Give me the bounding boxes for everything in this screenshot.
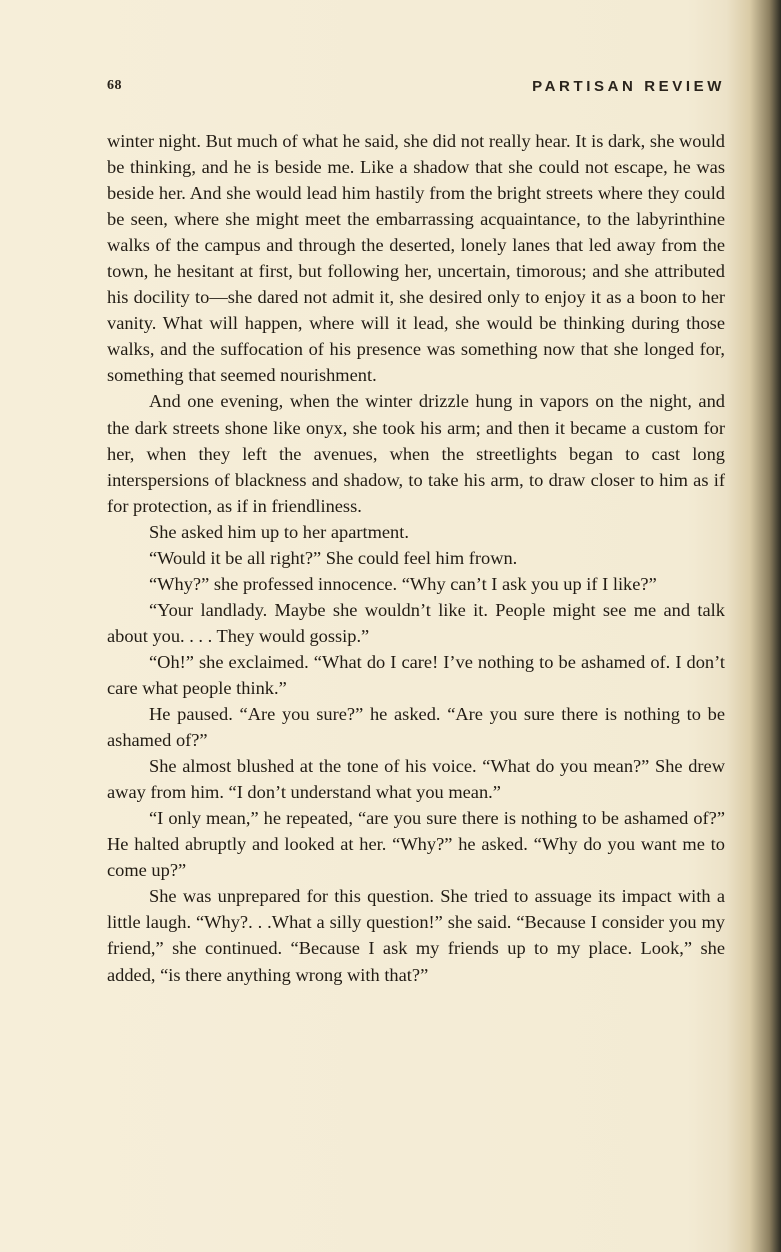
running-head: PARTISAN REVIEW xyxy=(532,78,725,95)
body-text xyxy=(107,128,725,988)
paragraph: “I only mean,” he repeated, “are you sure there is nothing to be ashamed of?” He halted abruptly and looked at her. “Why?” he asked. “Why do you want me to come up?” xyxy=(107,808,725,881)
paragraph: She asked him up to her apartment. xyxy=(149,521,409,542)
paragraph: “Would it be all right?” She could feel him frown. xyxy=(149,547,518,568)
page-header xyxy=(107,78,725,102)
paragraph: He paused. “Are you sure?” he asked. “Are you sure there is nothing to be ashamed of?” xyxy=(107,704,725,751)
paragraph: winter night. But much of what he said, she did not really hear. It is dark, she would be thinking, and he is beside me. Like a shadow that she could not escape, he was beside her. And she would lead him hastily from the bright streets where they could be seen, where she might meet the embarrassing acquaintance, to the labyrinthine walks of the campus and through the deserted, lonely lanes that led away from the town, he hesitant at first, but following her, uncertain, timorous; and she attributed his docility to—she dared not admit it, she desired only to enjoy it as a boon to her vanity. What will happen, where will it lead, she would be thinking during those walks, and the suffocation of his presence was something now that she longed for, something that seemed nourishment. xyxy=(107,131,725,386)
page-number: 68 xyxy=(107,78,122,93)
paragraph: And one evening, when the winter drizzle hung in vapors on the night, and the dark streets shone like onyx, she took his arm; and then it became a custom for her, when they left the avenues, when the streetlights began to cast long interspersions of blackness and shadow, to take his arm, to draw closer to him as if for protection, as if in friendliness. xyxy=(107,391,725,516)
paragraph: “Oh!” she exclaimed. “What do I care! I’ve nothing to be ashamed of. I don’t care what people think.” xyxy=(107,651,725,698)
paragraph: “Why?” she professed innocence. “Why can’t I ask you up if I like?” xyxy=(149,573,657,594)
paragraph: “Your landlady. Maybe she wouldn’t like it. People might see me and talk about you. . . . They would gossip.” xyxy=(107,599,725,646)
paragraph: She almost blushed at the tone of his voice. “What do you mean?” She drew away from him. “I don’t understand what you mean.” xyxy=(107,756,725,803)
paragraph: She was unprepared for this question. She tried to assuage its impact with a little laugh. “Why?. . .What a silly question!” she said. “Because I consider you my friend,” she continued. “Because I ask my friends up to my place. Look,” she added, “is there anything wrong with that?” xyxy=(107,886,725,985)
